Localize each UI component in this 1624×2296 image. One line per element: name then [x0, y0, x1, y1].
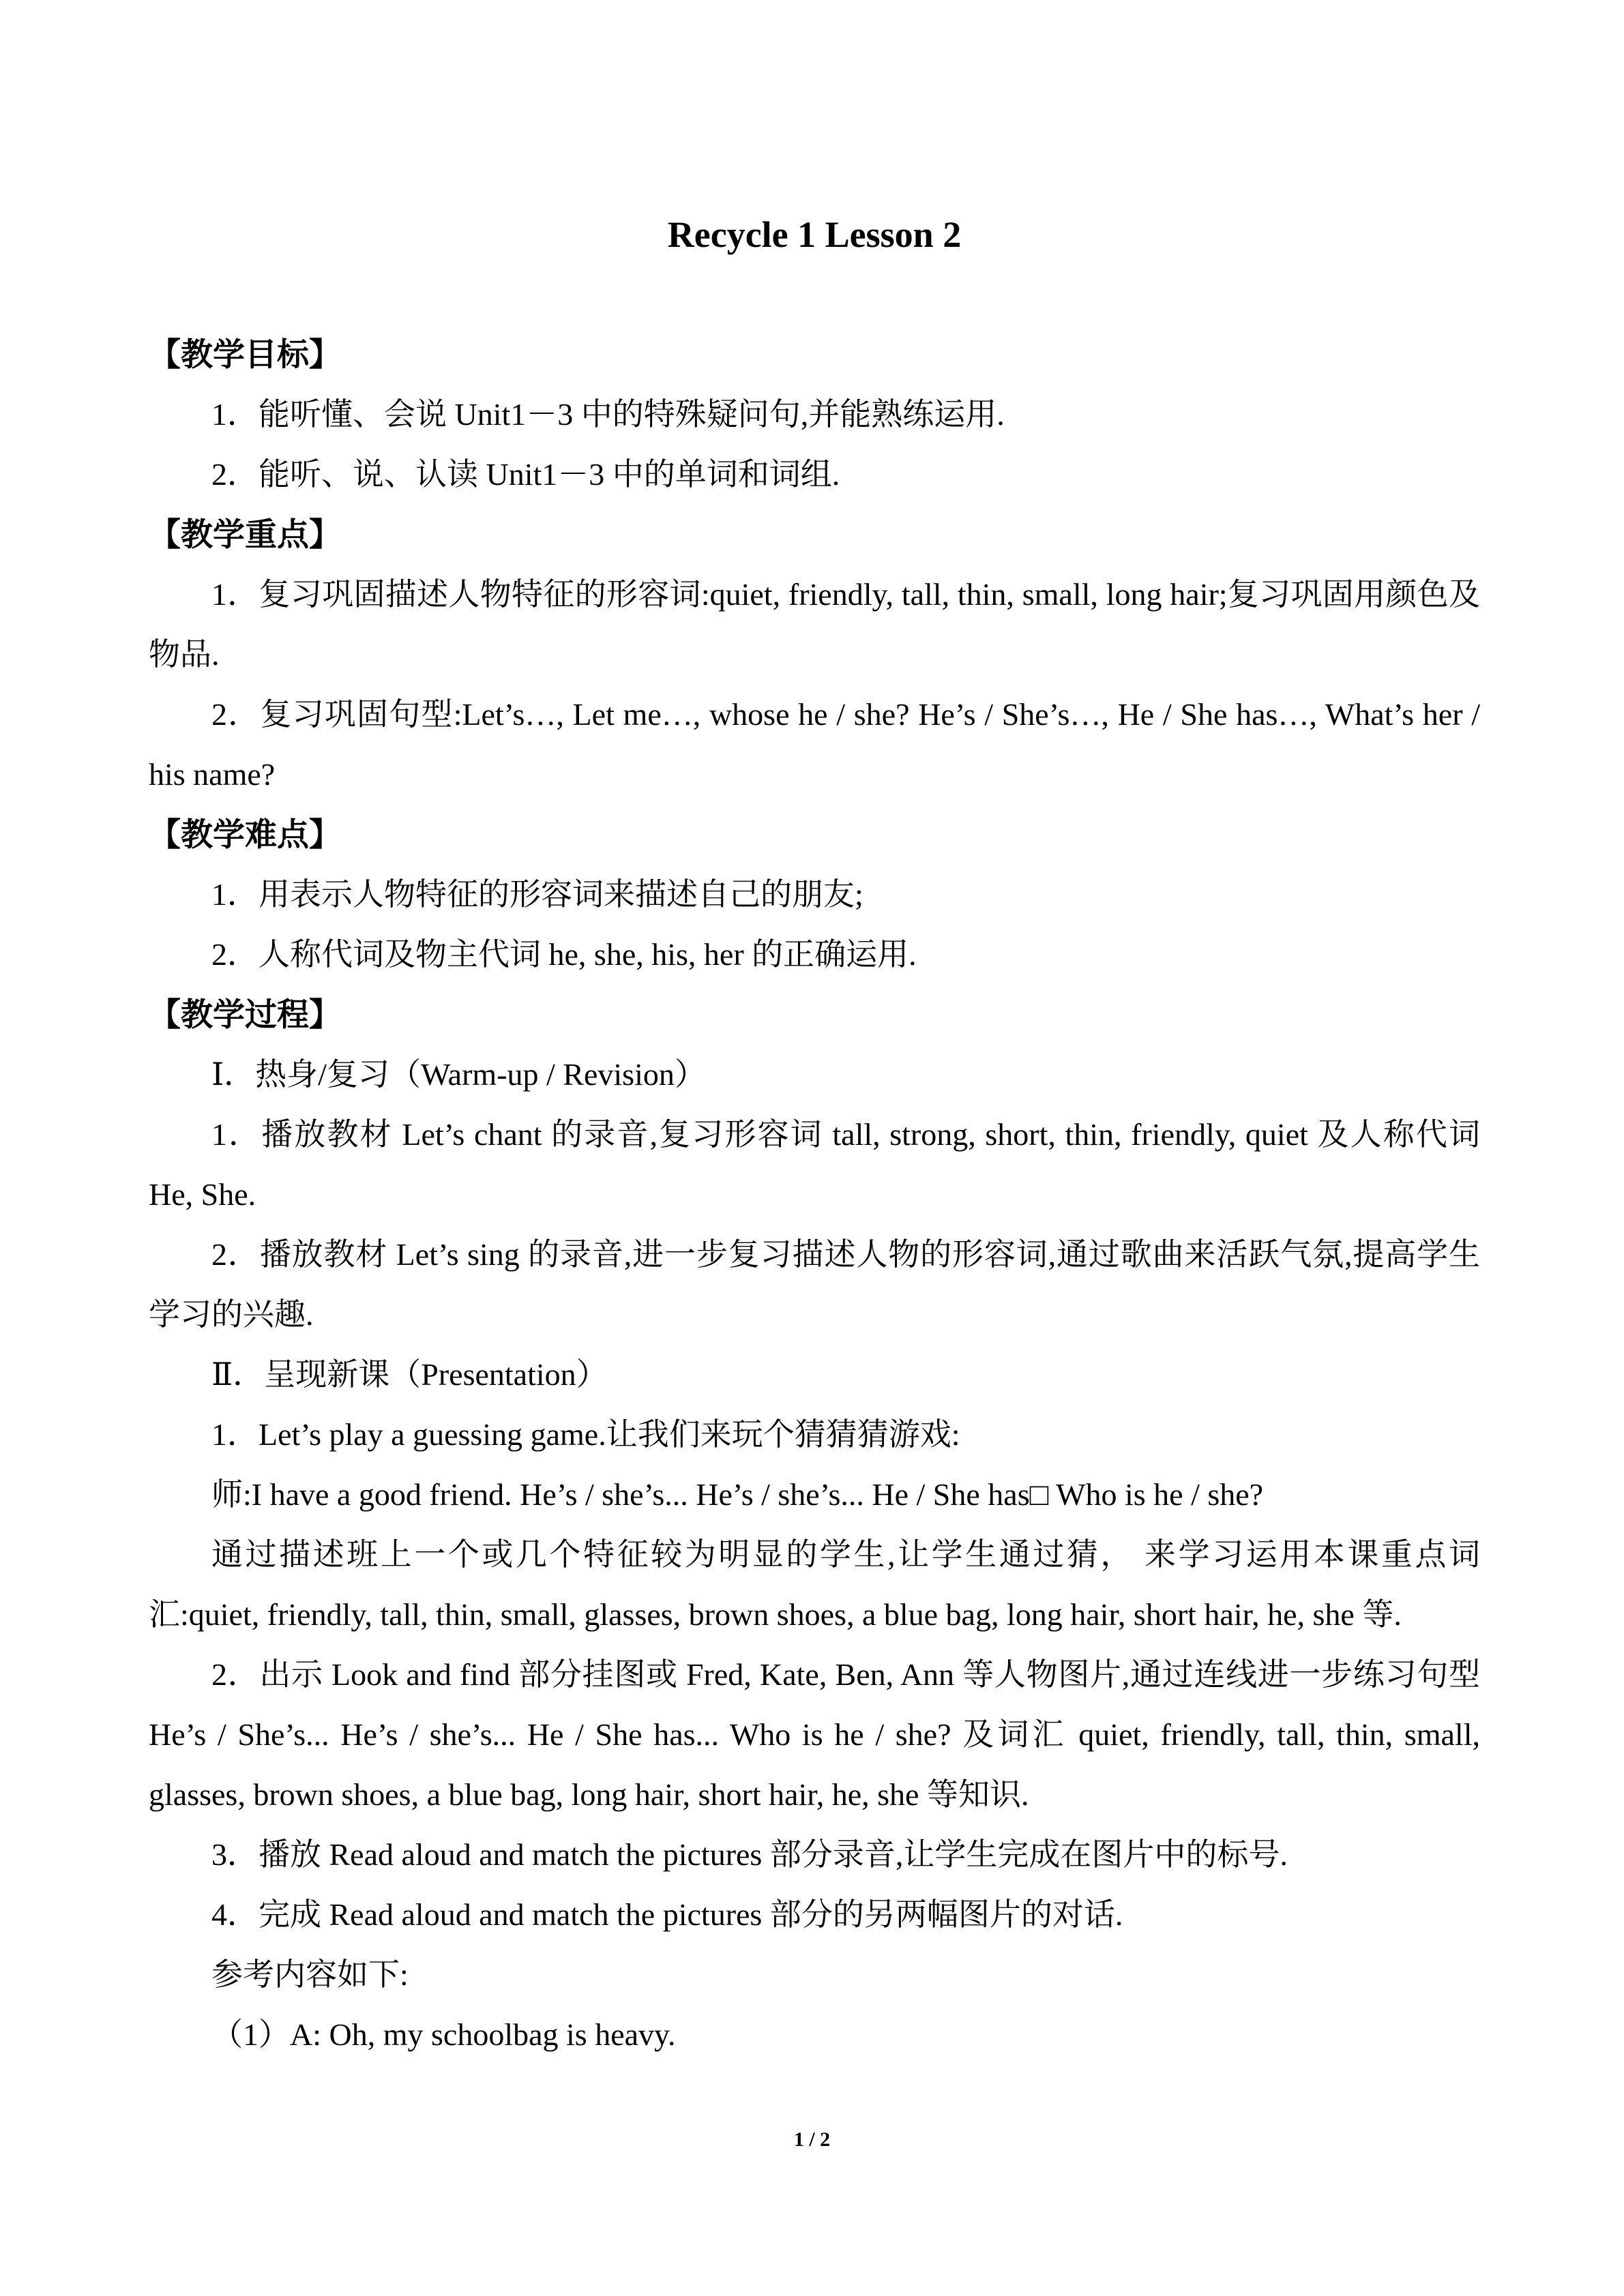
paragraph: 1．用表示人物特征的形容词来描述自己的朋友; — [211, 877, 863, 912]
section-heading-difficulties: 【教学难点】 — [149, 816, 341, 852]
paragraph: 1．Let’s play a guessing game.让我们来玩个猜猜猜游戏: — [211, 1417, 960, 1452]
paragraph: 3．播放 Read aloud and match the pictures 部分录音,让学生完成在图片中的标号. — [211, 1837, 1288, 1872]
paragraph: 1．播放教材 Let’s chant 的录音,复习形容词 tall, strong, short, thin, friendly, quiet 及人称代词 He, She. — [149, 1117, 1480, 1212]
paragraph: （1）A: Oh, my schoolbag is heavy. — [211, 2017, 676, 2052]
document-body — [149, 205, 1480, 2065]
paragraph: 1．能听懂、会说 Unit1－3 中的特殊疑问句,并能熟练运用. — [211, 397, 1005, 432]
paragraph: 2．人称代词及物主代词 he, she, his, her 的正确运用. — [211, 937, 917, 972]
document-title: Recycle 1 Lesson 2 — [667, 214, 962, 255]
paragraph: Ⅱ．呈现新课（Presentation） — [211, 1357, 608, 1392]
paragraph: 参考内容如下: — [211, 1957, 409, 1992]
paragraph: 2．出示 Look and find 部分挂图或 Fred, Kate, Ben, Ann 等人物图片,通过连线进一步练习句型 He’s / She’s... He’s / she’s... He / She has... Who is he / she? 及词汇 quiet, friendly, tall, thin, small, glasses, brown shoes, a blue bag, long hair, short hair, he, she 等知识. — [149, 1657, 1480, 1812]
paragraph: 师:I have a good friend. He’s / she’s... He’s / she’s... He / She has□ Who is he / she? — [211, 1477, 1264, 1512]
section-heading-objectives: 【教学目标】 — [149, 336, 341, 372]
paragraph: 1．复习巩固描述人物特征的形容词:quiet, friendly, tall, thin, small, long hair;复习巩固用颜色及物品. — [149, 577, 1480, 672]
paragraph: 2．能听、说、认读 Unit1－3 中的单词和词组. — [211, 457, 840, 492]
section-heading-process: 【教学过程】 — [149, 996, 341, 1032]
paragraph: Ⅰ．热身/复习（Warm-up / Revision） — [211, 1057, 706, 1092]
paragraph: 4．完成 Read aloud and match the pictures 部分的另两幅图片的对话. — [211, 1897, 1123, 1932]
section-heading-key-points: 【教学重点】 — [149, 516, 341, 552]
page-number: 1 / 2 — [793, 2128, 831, 2151]
paragraph: 通过描述班上一个或几个特征较为明显的学生,让学生通过猜， 来学习运用本课重点词汇:quiet, friendly, tall, thin, small, glasses, brown shoes, a blue bag, long hair, short hair, he, she 等. — [149, 1537, 1480, 1632]
paragraph: 2．播放教材 Let’s sing 的录音,进一步复习描述人物的形容词,通过歌曲来活跃气氛,提高学生学习的兴趣. — [149, 1237, 1480, 1332]
paragraph: 2．复习巩固句型:Let’s…, Let me…, whose he / she? He’s / She’s…, He / She has…, What’s her / his name? — [149, 697, 1480, 792]
